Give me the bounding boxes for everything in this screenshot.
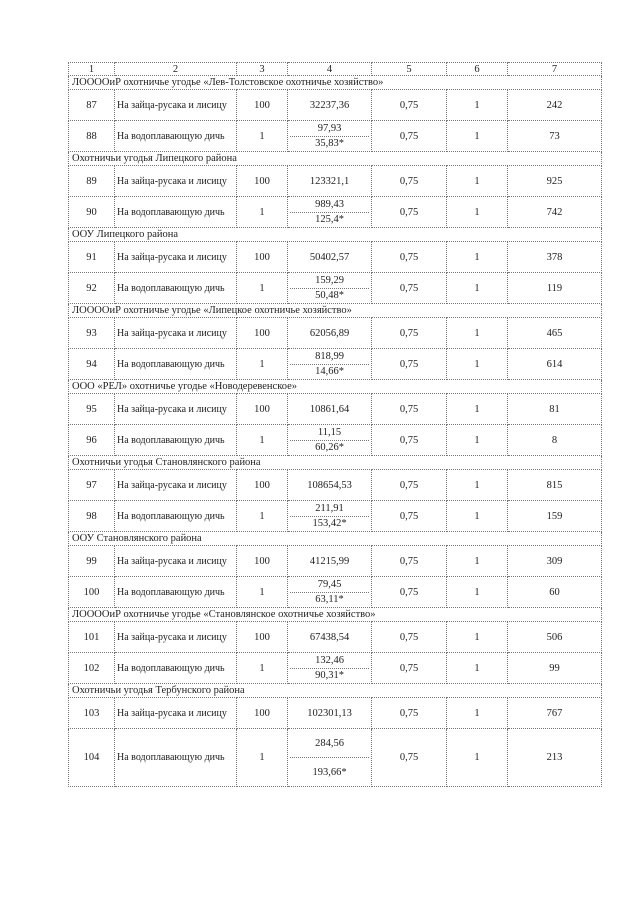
col-4-value: 32237,36 [288,90,372,121]
col-6-value: 1 [447,470,508,501]
col-6-value: 1 [447,90,508,121]
col-6-value: 1 [447,197,508,228]
col-7-value: 81 [508,394,602,425]
hunt-type: На зайца-русака и лисицу [115,166,237,197]
col-4-value-lower: 14,66* [315,366,344,378]
col-5-value: 0,75 [372,425,447,456]
col-7-value: 614 [508,349,602,380]
header-cell: 2 [115,63,237,76]
col-7-value: 8 [508,425,602,456]
col-6-value: 1 [447,729,508,787]
table-row [69,121,602,152]
col-3-value: 100 [237,242,288,273]
hunt-type: На зайца-русака и лисицу [115,318,237,349]
col-4-value: 50402,57 [288,242,372,273]
col-7-value: 60 [508,577,602,608]
hunt-type: На водоплавающую дичь [115,273,237,304]
col-3-value: 100 [237,698,288,729]
col-4-value-upper: 989,43 [290,197,369,213]
col-6-value: 1 [447,318,508,349]
hunt-type: На водоплавающую дичь [115,653,237,684]
col-4-value-lower: 125,4* [315,214,344,226]
col-4-value-upper: 284,56 [290,729,369,758]
row-number: 102 [69,653,115,684]
col-5-value: 0,75 [372,242,447,273]
row-number: 92 [69,273,115,304]
col-7-value: 73 [508,121,602,152]
col-7-value: 767 [508,698,602,729]
hunt-type: На зайца-русака и лисицу [115,622,237,653]
col-6-value: 1 [447,622,508,653]
table-row [69,318,602,349]
col-5-value: 0,75 [372,90,447,121]
header-cell: 4 [288,63,372,76]
quota-table [68,62,602,787]
col-3-value: 100 [237,90,288,121]
section-title: Охотничьи угодья Тербунского района [69,684,602,698]
hunt-type: На водоплавающую дичь [115,349,237,380]
row-number: 94 [69,349,115,380]
row-number: 97 [69,470,115,501]
col-6-value: 1 [447,242,508,273]
col-4-value-lower: 153,42* [312,518,347,530]
col-5-value: 0,75 [372,121,447,152]
table-row [69,501,602,532]
col-4-split [288,577,372,608]
col-5-value: 0,75 [372,394,447,425]
section-row [69,380,602,394]
hunt-type: На зайца-русака и лисицу [115,394,237,425]
section-title: ООУ Становлянского района [69,532,602,546]
quota-table-body [69,63,602,787]
col-3-value: 100 [237,546,288,577]
row-number: 91 [69,242,115,273]
table-row [69,242,602,273]
col-4-split [288,653,372,684]
col-4-value: 102301,13 [288,698,372,729]
section-row [69,76,602,90]
col-3-value: 1 [237,273,288,304]
col-3-value: 100 [237,318,288,349]
section-title: ООО «РЕЛ» охотничье угодье «Новодеревенское» [69,380,602,394]
section-title: ООУ Липецкого района [69,228,602,242]
col-4-value: 123321,1 [288,166,372,197]
col-5-value: 0,75 [372,698,447,729]
section-row [69,304,602,318]
section-title: Охотничьи угодья Становлянского района [69,456,602,470]
header-row [69,63,602,76]
col-4-value-lower: 60,26* [315,442,344,454]
col-5-value: 0,75 [372,622,447,653]
col-5-value: 0,75 [372,729,447,787]
col-7-value: 506 [508,622,602,653]
col-6-value: 1 [447,501,508,532]
col-3-value: 100 [237,394,288,425]
header-cell: 6 [447,63,508,76]
col-4-value: 10861,64 [288,394,372,425]
table-row [69,470,602,501]
col-4-split [288,349,372,380]
table-row [69,546,602,577]
col-4-split [288,425,372,456]
col-6-value: 1 [447,349,508,380]
col-6-value: 1 [447,546,508,577]
col-4-split [288,273,372,304]
col-7-value: 309 [508,546,602,577]
col-7-value: 925 [508,166,602,197]
col-4-value-lower: 63,11* [315,594,344,606]
hunt-type: На водоплавающую дичь [115,197,237,228]
col-3-value: 1 [237,349,288,380]
row-number: 101 [69,622,115,653]
col-3-value: 100 [237,470,288,501]
col-3-value: 1 [237,501,288,532]
col-5-value: 0,75 [372,546,447,577]
col-5-value: 0,75 [372,318,447,349]
col-3-value: 1 [237,653,288,684]
col-3-value: 100 [237,622,288,653]
hunt-type: На водоплавающую дичь [115,577,237,608]
col-4-value-upper: 11,15 [290,425,369,441]
table-row [69,653,602,684]
col-7-value: 213 [508,729,602,787]
col-3-value: 1 [237,197,288,228]
row-number: 100 [69,577,115,608]
col-4-value-lower: 193,66* [312,766,347,778]
col-3-value: 1 [237,577,288,608]
col-4-value-upper: 132,46 [290,653,369,669]
col-5-value: 0,75 [372,577,447,608]
col-6-value: 1 [447,121,508,152]
header-cell: 7 [508,63,602,76]
col-7-value: 119 [508,273,602,304]
col-7-value: 378 [508,242,602,273]
col-4-split [288,501,372,532]
col-7-value: 742 [508,197,602,228]
row-number: 93 [69,318,115,349]
col-4-value-upper: 818,99 [290,349,369,365]
col-5-value: 0,75 [372,273,447,304]
col-4-value-lower: 50,48* [315,290,344,302]
table-row [69,425,602,456]
col-6-value: 1 [447,425,508,456]
col-4-value-upper: 79,45 [290,577,369,593]
section-title: ЛООООиР охотничье угодье «Липецкое охотничье хозяйство» [69,304,602,318]
section-row [69,608,602,622]
row-number: 96 [69,425,115,456]
table-row [69,166,602,197]
col-6-value: 1 [447,394,508,425]
col-3-value: 1 [237,729,288,787]
col-4-value-upper: 97,93 [290,121,369,137]
table-row [69,273,602,304]
col-7-value: 99 [508,653,602,684]
col-4-value: 108654,53 [288,470,372,501]
col-4-value-upper: 211,91 [290,501,369,517]
table-row [69,577,602,608]
col-6-value: 1 [447,577,508,608]
col-7-value: 242 [508,90,602,121]
table-row [69,394,602,425]
col-6-value: 1 [447,166,508,197]
col-5-value: 0,75 [372,166,447,197]
section-title: ЛООООиР охотничье угодье «Лев-Толстовское охотничье хозяйство» [69,76,602,90]
col-4-value-upper: 159,29 [290,273,369,289]
table-row [69,698,602,729]
table-row [69,349,602,380]
table-row [69,729,602,787]
hunt-type: На водоплавающую дичь [115,121,237,152]
row-number: 88 [69,121,115,152]
row-number: 89 [69,166,115,197]
hunt-type: На зайца-русака и лисицу [115,242,237,273]
hunt-type: На зайца-русака и лисицу [115,470,237,501]
col-4-split [288,197,372,228]
col-3-value: 1 [237,121,288,152]
col-7-value: 815 [508,470,602,501]
col-4-value-lower: 90,31* [315,670,344,682]
col-5-value: 0,75 [372,501,447,532]
col-5-value: 0,75 [372,197,447,228]
table-row [69,90,602,121]
table-row [69,622,602,653]
col-4-value: 41215,99 [288,546,372,577]
section-title: Охотничьи угодья Липецкого района [69,152,602,166]
section-title: ЛООООиР охотничье угодье «Становлянское охотничье хозяйство» [69,608,602,622]
header-cell: 1 [69,63,115,76]
col-6-value: 1 [447,273,508,304]
section-row [69,684,602,698]
col-4-value: 67438,54 [288,622,372,653]
hunt-type: На зайца-русака и лисицу [115,698,237,729]
col-6-value: 1 [447,698,508,729]
hunt-type: На водоплавающую дичь [115,425,237,456]
col-6-value: 1 [447,653,508,684]
section-row [69,532,602,546]
col-3-value: 1 [237,425,288,456]
section-row [69,228,602,242]
col-4-value-lower: 35,83* [315,138,344,150]
row-number: 98 [69,501,115,532]
row-number: 87 [69,90,115,121]
col-4-value: 62056,89 [288,318,372,349]
col-5-value: 0,75 [372,653,447,684]
section-row [69,456,602,470]
row-number: 95 [69,394,115,425]
row-number: 104 [69,729,115,787]
hunt-type: На зайца-русака и лисицу [115,546,237,577]
col-4-split [288,121,372,152]
header-cell: 3 [237,63,288,76]
col-4-split [288,729,372,787]
hunt-type: На зайца-русака и лисицу [115,90,237,121]
col-7-value: 159 [508,501,602,532]
hunt-type: На водоплавающую дичь [115,501,237,532]
col-5-value: 0,75 [372,470,447,501]
section-row [69,152,602,166]
row-number: 99 [69,546,115,577]
header-cell: 5 [372,63,447,76]
col-7-value: 465 [508,318,602,349]
table-row [69,197,602,228]
row-number: 90 [69,197,115,228]
hunt-type: На водоплавающую дичь [115,729,237,787]
row-number: 103 [69,698,115,729]
col-3-value: 100 [237,166,288,197]
col-5-value: 0,75 [372,349,447,380]
